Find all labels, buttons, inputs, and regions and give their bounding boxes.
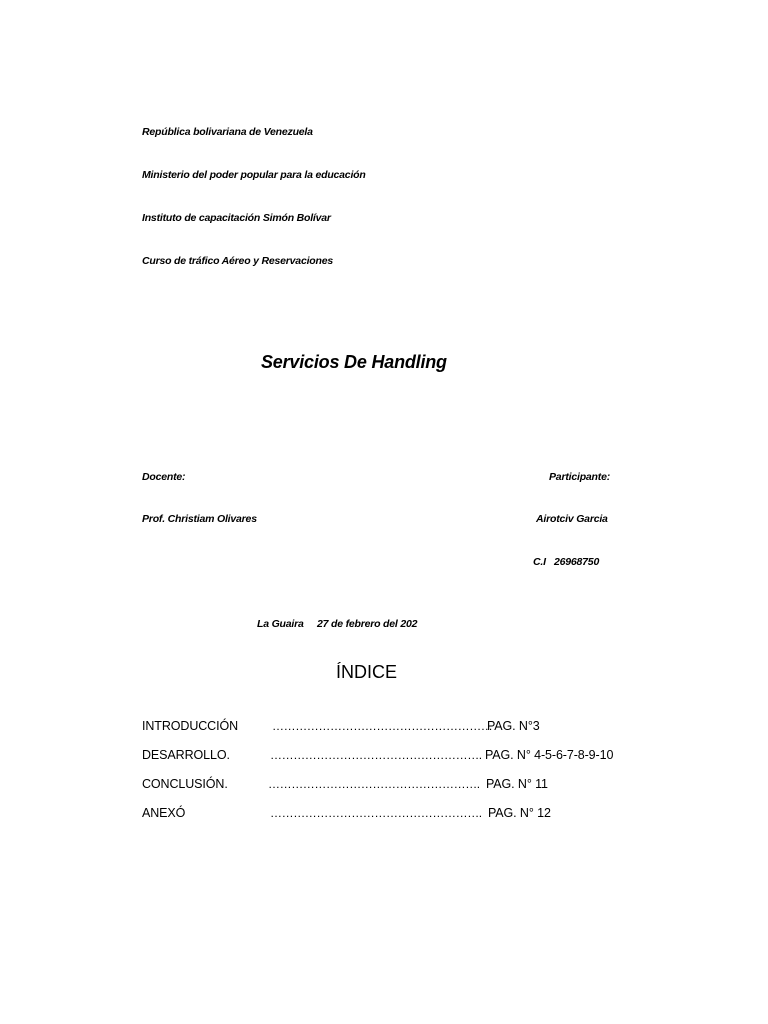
document-title: Servicios De Handling xyxy=(261,352,447,372)
docente-name: Prof. Christiam Olivares xyxy=(142,513,257,525)
index-item-page: PAG. N° 12 xyxy=(488,806,551,820)
participante-ci: C.I 26968750 xyxy=(533,556,600,568)
index-title: ÍNDICE xyxy=(336,662,398,682)
index-item-dots: ………………………………………………. xyxy=(270,806,482,820)
index-item-dots: ………………………………………………. xyxy=(268,777,480,791)
index-item-label: DESARROLLO. xyxy=(142,748,230,762)
index-item-label: ANEXÓ xyxy=(142,806,186,820)
header-ministry: Ministerio del poder popular para la educación xyxy=(142,169,366,181)
index-item-page: PAG. N° 11 xyxy=(486,777,548,791)
header-institute: Instituto de capacitación Simón Bolívar xyxy=(142,212,331,224)
header-course: Curso de tráfico Aéreo y Reservaciones xyxy=(142,255,334,267)
index-item-label: CONCLUSIÓN. xyxy=(142,777,228,791)
participante-name: Airotciv Garcia xyxy=(536,513,608,525)
date-label: 27 de febrero del 202 xyxy=(317,618,418,630)
participante-label: Participante: xyxy=(549,471,610,483)
index-item-label: INTRODUCCIÓN xyxy=(142,719,239,733)
index-item-page: PAG. N° 4-5-6-7-8-9-10 xyxy=(485,748,614,762)
header-country: República bolivariana de Venezuela xyxy=(142,126,313,138)
index-item-page: PAG. N°3 xyxy=(487,719,540,733)
docente-label: Docente: xyxy=(142,471,186,483)
index-item-dots: ………………………………………………… xyxy=(272,719,493,733)
index-item-dots: ………………………………………………. xyxy=(270,748,482,762)
place-label: La Guaira xyxy=(257,618,304,630)
